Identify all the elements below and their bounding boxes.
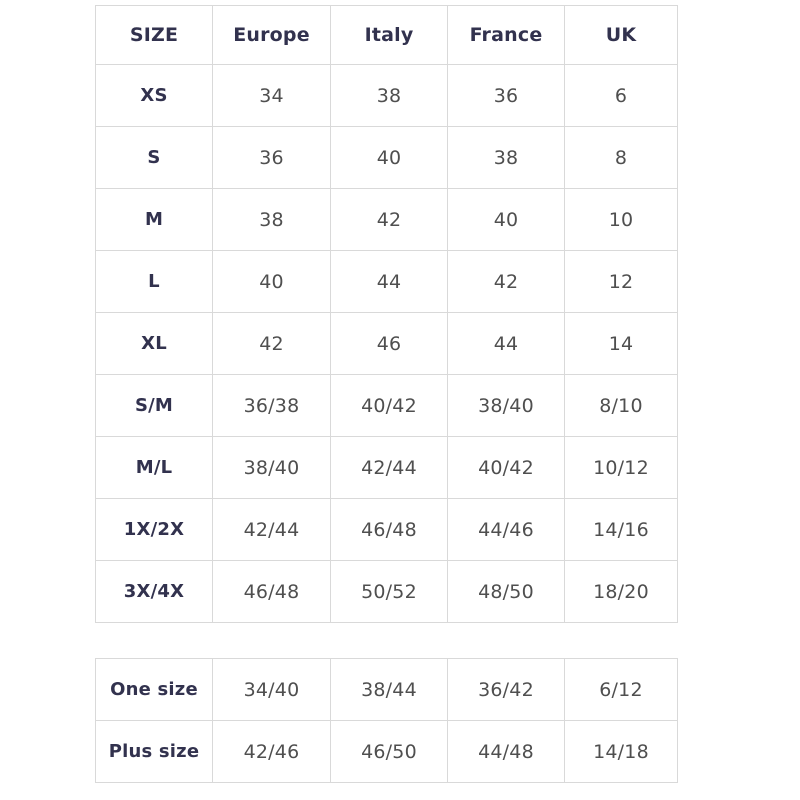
value-cell: 8/10 bbox=[565, 375, 678, 437]
value-cell: 36 bbox=[213, 127, 331, 189]
column-header: Italy bbox=[331, 6, 448, 65]
value-cell: 6 bbox=[565, 65, 678, 127]
value-cell: 38 bbox=[213, 189, 331, 251]
column-header: UK bbox=[565, 6, 678, 65]
value-cell: 50/52 bbox=[331, 561, 448, 623]
value-cell: 42 bbox=[331, 189, 448, 251]
size-chart-container bbox=[95, 5, 677, 783]
value-cell: 44 bbox=[448, 313, 565, 375]
value-cell: 34 bbox=[213, 65, 331, 127]
size-label-cell: XL bbox=[96, 313, 213, 375]
table-row bbox=[96, 65, 678, 127]
special-size-table bbox=[95, 658, 678, 783]
table-row bbox=[96, 251, 678, 313]
value-cell: 46/48 bbox=[331, 499, 448, 561]
value-cell: 42/44 bbox=[213, 499, 331, 561]
value-cell: 42/46 bbox=[213, 721, 331, 783]
table-header-row bbox=[96, 6, 678, 65]
value-cell: 6/12 bbox=[565, 659, 678, 721]
value-cell: 40 bbox=[448, 189, 565, 251]
table-row bbox=[96, 375, 678, 437]
table-row bbox=[96, 313, 678, 375]
column-header: France bbox=[448, 6, 565, 65]
value-cell: 36/42 bbox=[448, 659, 565, 721]
table-row bbox=[96, 127, 678, 189]
table-row bbox=[96, 437, 678, 499]
value-cell: 10/12 bbox=[565, 437, 678, 499]
table-row bbox=[96, 721, 678, 783]
value-cell: 42 bbox=[448, 251, 565, 313]
value-cell: 36 bbox=[448, 65, 565, 127]
table-row bbox=[96, 189, 678, 251]
value-cell: 44 bbox=[331, 251, 448, 313]
value-cell: 40/42 bbox=[448, 437, 565, 499]
value-cell: 40/42 bbox=[331, 375, 448, 437]
value-cell: 44/46 bbox=[448, 499, 565, 561]
value-cell: 14/18 bbox=[565, 721, 678, 783]
value-cell: 40 bbox=[213, 251, 331, 313]
column-header: Europe bbox=[213, 6, 331, 65]
size-label-cell: Plus size bbox=[96, 721, 213, 783]
table-row bbox=[96, 499, 678, 561]
value-cell: 42/44 bbox=[331, 437, 448, 499]
value-cell: 18/20 bbox=[565, 561, 678, 623]
table-row bbox=[96, 561, 678, 623]
column-header: SIZE bbox=[96, 6, 213, 65]
value-cell: 42 bbox=[213, 313, 331, 375]
size-label-cell: S/M bbox=[96, 375, 213, 437]
value-cell: 48/50 bbox=[448, 561, 565, 623]
value-cell: 10 bbox=[565, 189, 678, 251]
size-label-cell: 1X/2X bbox=[96, 499, 213, 561]
size-label-cell: XS bbox=[96, 65, 213, 127]
value-cell: 38 bbox=[448, 127, 565, 189]
value-cell: 38/44 bbox=[331, 659, 448, 721]
main-size-table bbox=[95, 5, 678, 623]
value-cell: 46 bbox=[331, 313, 448, 375]
value-cell: 46/48 bbox=[213, 561, 331, 623]
value-cell: 12 bbox=[565, 251, 678, 313]
value-cell: 46/50 bbox=[331, 721, 448, 783]
value-cell: 8 bbox=[565, 127, 678, 189]
value-cell: 44/48 bbox=[448, 721, 565, 783]
value-cell: 14/16 bbox=[565, 499, 678, 561]
table-row bbox=[96, 659, 678, 721]
size-label-cell: M bbox=[96, 189, 213, 251]
size-label-cell: One size bbox=[96, 659, 213, 721]
value-cell: 34/40 bbox=[213, 659, 331, 721]
size-label-cell: S bbox=[96, 127, 213, 189]
value-cell: 38 bbox=[331, 65, 448, 127]
value-cell: 38/40 bbox=[213, 437, 331, 499]
size-label-cell: 3X/4X bbox=[96, 561, 213, 623]
size-label-cell: L bbox=[96, 251, 213, 313]
value-cell: 14 bbox=[565, 313, 678, 375]
value-cell: 40 bbox=[331, 127, 448, 189]
value-cell: 38/40 bbox=[448, 375, 565, 437]
size-label-cell: M/L bbox=[96, 437, 213, 499]
value-cell: 36/38 bbox=[213, 375, 331, 437]
